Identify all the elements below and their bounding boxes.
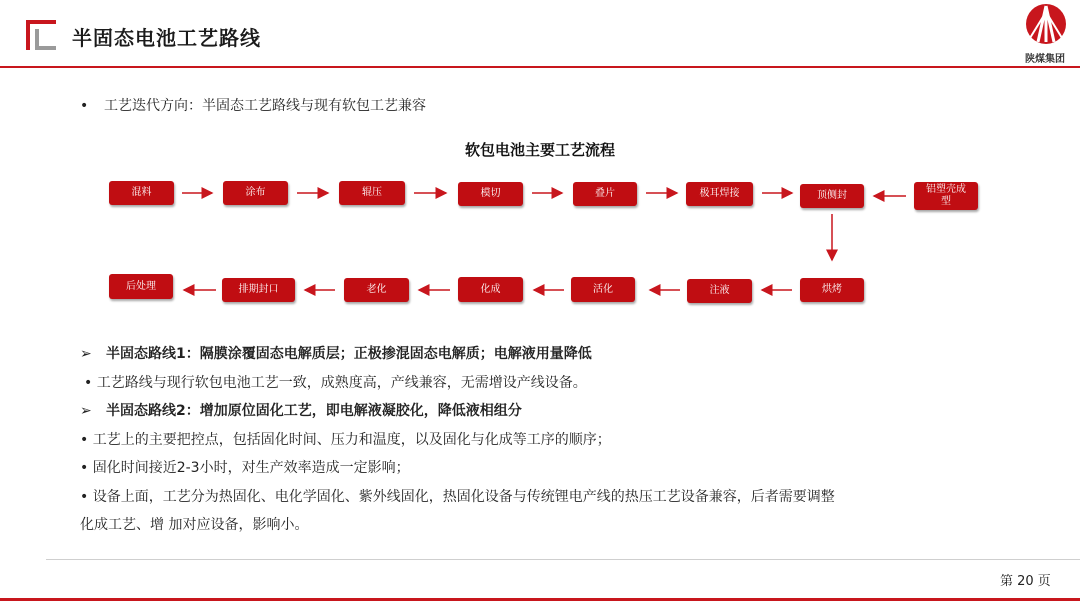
bullet-dot: •	[80, 98, 89, 114]
route2-heading	[80, 400, 522, 420]
flow-step: 叠片	[573, 182, 637, 206]
flow-step: 化成	[458, 277, 523, 302]
route1-detail: • 工艺路线与现行软包电池工艺一致，成熟度高，产线兼容，无需增设产线设备。	[84, 375, 587, 391]
flow-step: 排期封口	[222, 278, 295, 302]
route2-detail-2: • 固化时间接近2-3小时，对生产效率造成一定影响；	[80, 460, 410, 476]
route2-heading-text: 半固态路线2：增加原位固化工艺，即电解液凝胶化，降低液相组分	[106, 403, 522, 419]
heading-marker: ➢	[80, 403, 92, 419]
flow-step: 极耳焊接	[686, 182, 753, 206]
footer-bar	[0, 598, 1080, 601]
flow-step: 老化	[344, 278, 409, 302]
route1-heading	[80, 343, 592, 363]
route2-detail-3a: • 设备上面，工艺分为热固化、电化学固化、紫外线固化，热固化设备与传统锂电产线的热压工艺设备兼容，后者需要调整	[80, 489, 835, 505]
flow-step: 活化	[571, 277, 635, 302]
logo-text: 陕煤集团	[1025, 54, 1065, 65]
footer-divider	[46, 559, 1080, 560]
flow-step: 后处理	[109, 274, 173, 299]
flow-step: 顶侧封	[800, 184, 864, 208]
flow-title: 软包电池主要工艺流程	[464, 141, 615, 159]
flow-step: 涂布	[223, 181, 288, 205]
intro-bullet-text: 工艺迭代方向：半固态工艺路线与现有软包工艺兼容	[104, 98, 426, 114]
flow-step: 烘烤	[800, 278, 864, 302]
flow-step: 模切	[458, 182, 523, 206]
flow-step: 混料	[109, 181, 174, 205]
route1-heading-text: 半固态路线1：隔膜涂覆固态电解质层；正极掺混固态电解质；电解液用量降低	[106, 346, 592, 362]
route2-detail-3b: 化成工艺、增 加对应设备，影响小。	[80, 517, 309, 533]
flow-step: 铝塑壳成型	[914, 182, 978, 210]
flow-step: 注液	[687, 279, 752, 303]
page-title: 半固态电池工艺路线	[72, 26, 261, 50]
page-number: 第 20 页	[1000, 574, 1051, 589]
heading-marker: ➢	[80, 346, 92, 362]
flow-step: 辊压	[339, 181, 405, 205]
route2-detail-1: • 工艺上的主要把控点，包括固化时间、压力和温度，以及固化与化成等工序的顺序；	[80, 432, 611, 448]
